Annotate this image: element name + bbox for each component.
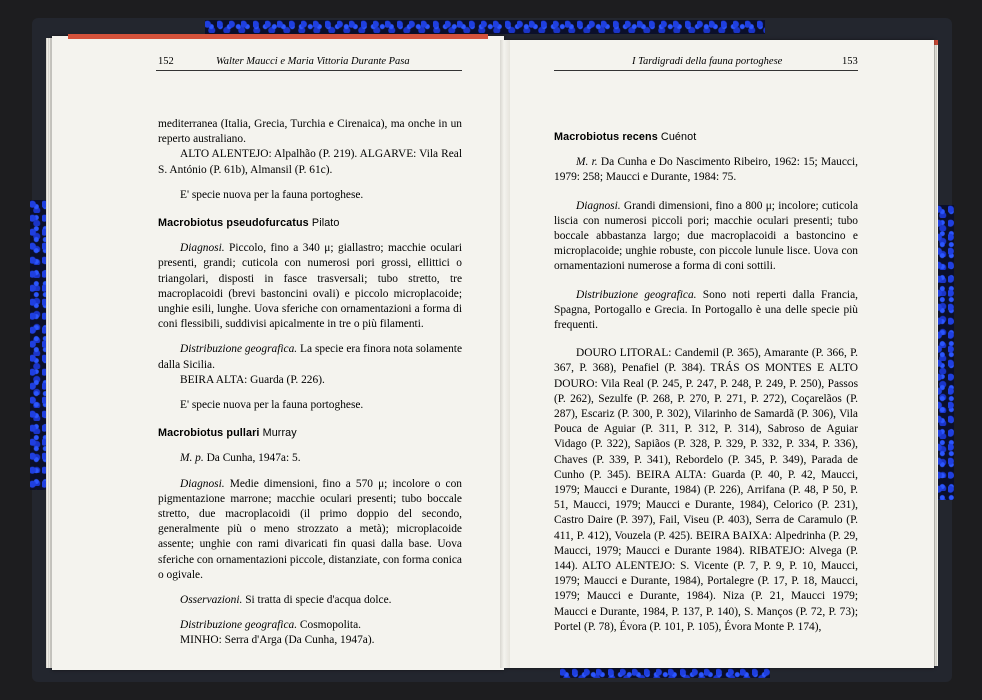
paragraph: mediterranea (Italia, Grecia, Turchia e Cirenaica), ma onche in un reperto australiano.	[158, 118, 462, 146]
lead-label: Osservazioni.	[180, 594, 243, 607]
paragraph-text: Si tratta di specie d'acqua dolce.	[242, 594, 392, 607]
species-heading	[554, 130, 858, 145]
locality-paragraph: MINHO: Serra d'Arga (Da Cunha, 1947a).	[180, 634, 375, 647]
paragraph-text: Da Cunha, 1947a: 5.	[203, 452, 301, 465]
species-heading	[158, 426, 462, 441]
species-heading	[158, 216, 462, 231]
paragraph-text: Sono noti reperti dalla Francia, Spagna, Portogallo e Grecia. In Portogallo è una delle specie più frequenti.	[554, 288, 858, 332]
running-head-right: I Tardigradi della fauna portoghese	[632, 56, 783, 67]
lead-label: Diagnosi.	[576, 199, 621, 212]
genus-name: Macrobiotus pseudofurcatus	[158, 217, 309, 230]
paragraph-text: Cosmopolita.	[297, 619, 361, 632]
distribution-paragraph	[158, 342, 462, 372]
ribbon-bookmark	[68, 34, 488, 39]
lead-label: M. p.	[180, 452, 204, 465]
lead-label: M. r.	[576, 156, 598, 169]
species-author: Murray	[262, 427, 297, 440]
lead-label: Diagnosi.	[180, 242, 225, 255]
diagnosis-paragraph	[158, 241, 462, 332]
synonym-paragraph	[554, 155, 858, 185]
right-column	[554, 130, 858, 635]
cover-pattern-right	[936, 205, 954, 500]
cover-pattern-top	[205, 20, 765, 34]
page-number-right: 153	[842, 56, 858, 67]
paragraph-text: Medie dimensioni, fino a 570 μ; incolore o con pigmentazione marrone; macchie oculari presenti; tubo boccale stretto, due macroplacoidi (il primo doppio del secondo, generalmente più o meno strozzato a metà); microplacoide assente; unghie con rami divaricati fin quasi dalla base. Uova sferiche con ornamentazioni piccole, distanziate, con forma conica o ogivale.	[158, 477, 462, 581]
synonym-paragraph	[158, 451, 462, 466]
species-author: Cuénot	[660, 131, 697, 143]
paragraph: E' specie nuova per la fauna portoghese.	[180, 399, 364, 412]
localities-paragraph: DOURO LITORAL: Candemil (P. 365), Amarante (P. 366, P. 367, P. 368), Penafiel (P. 384). TRÁS OS MONTES E ALTO DOURO: Vila Real (P. 245, P. 247, P. 248, P. 249, P. 250), Passos (P. 262), Sezulfe (P. 268, P. 270, P. 271, P. 272), Coçarelãos (P. 287), Escariz (P. 300, P. 302), Vilarinho de Samardã (P. 306), Vila Pouca de Aguiar (P. 311, P. 312, P. 314), Sabroso de Aguiar Vidago (P. 322), Sapiãos (P. 328, P. 329, P. 332, P. 334, P. 336), Chaves (P. 339, P. 341), Rebordelo (P. 345, P. 349), Parada de Cunho (P. 345). BEIRA ALTA: Guarda (P. 40, P. 42, Maucci, 1979; Maucci e Durante, 1984) (P. 226), Arrifana (P. 48, P 50, P. 51, Maucci, 1979; Maucci e Durante, 1984), Celorico (P. 231), Castro Daire (P. 397), Fail, Viseu (P. 403), Serra de Caramulo (P. 411, P. 412), Vouzela (P. 425). BEIRA BAIXA: Alpedrinha (P. 29, Maucci, 1979; Maucci e Durante 1984). RIBATEJO: Alvega (P. 144). ALTO ALENTEJO: S. Vicente (P. 7, P. 9, P. 10, Maucci, 1979; Maucci e Durante, 1984), Portalegre (P. 17, P. 18, Maucci, 1979; Maucci e Durante, 1984). Niza (P. 21, Maucci 1979; Maucci e Durante, 1984, P. 137, P. 140), S. Manços (P. 72, P. 73); Portel (P. 78), Évora (P. 101, P. 105), Évora Monte P. 174),	[554, 347, 858, 633]
paragraph: ALTO ALENTEJO: Alpalhão (P. 219). ALGARVE: Vila Real S. António (P. 61b), Almansil (P. 61c).	[158, 148, 462, 176]
running-head-left: Walter Maucci e Maria Vittoria Durante Pasa	[216, 56, 410, 67]
observations-paragraph	[158, 593, 462, 608]
genus-name: Macrobiotus pullari	[158, 427, 260, 440]
paragraph-text: Da Cunha e Do Nascimento Ribeiro, 1962: 15; Maucci, 1979: 258; Maucci e Durante, 1984: 75.	[554, 156, 858, 184]
lead-label: Diagnosi.	[180, 477, 225, 490]
diagnosis-paragraph	[554, 199, 858, 275]
lead-label: Distribuzione geografica.	[180, 619, 298, 632]
paragraph-text: La specie era finora nota solamente dalla Sicilia.	[158, 343, 462, 371]
species-author: Pilato	[311, 217, 340, 230]
lead-label: Distribuzione geografica.	[576, 288, 697, 301]
paragraph: E' specie nuova per la fauna portoghese.	[180, 188, 364, 201]
cover-pattern-left	[30, 200, 46, 490]
lead-label: Distribuzione geografica.	[180, 343, 298, 356]
locality-paragraph: BEIRA ALTA: Guarda (P. 226).	[180, 373, 325, 386]
paragraph-text: Piccolo, fino a 340 μ; giallastro; macchie oculari presenti, grandi; cuticola con numerosi pori grossi, ellittici o triangolari, disposti in fasce trasversali; tubo stretto, tre macroplacoidi (brevi bastoncini ovali) e piccolo microplacoide; unghie esili, lunghe. Uova sferiche con ornamentazioni a forma di coni flessibili, suddivisi apicalmente in tre o più filamenti.	[158, 242, 462, 331]
distribution-paragraph	[158, 618, 462, 633]
book-gutter	[500, 40, 510, 668]
paragraph-text: Grandi dimensioni, fino a 800 μ; incolore; cuticola liscia con numerosi piccoli pori; macchie oculari presenti; tubo boccale abbastanza largo; due macroplacoidi a bastoncino e microplacoide; unghie robuste, con piccole lunule lisce. Uova con ornamentazioni numerose a forma di coni sottili.	[554, 199, 858, 273]
genus-name: Macrobiotus recens	[554, 131, 658, 143]
header-rule-right	[554, 70, 858, 71]
diagnosis-paragraph	[158, 477, 462, 583]
page-number-left: 152	[158, 56, 174, 67]
cover-pattern-bottom	[560, 668, 770, 678]
header-rule-left	[156, 70, 462, 71]
distribution-paragraph	[554, 288, 858, 334]
left-column	[158, 117, 462, 649]
